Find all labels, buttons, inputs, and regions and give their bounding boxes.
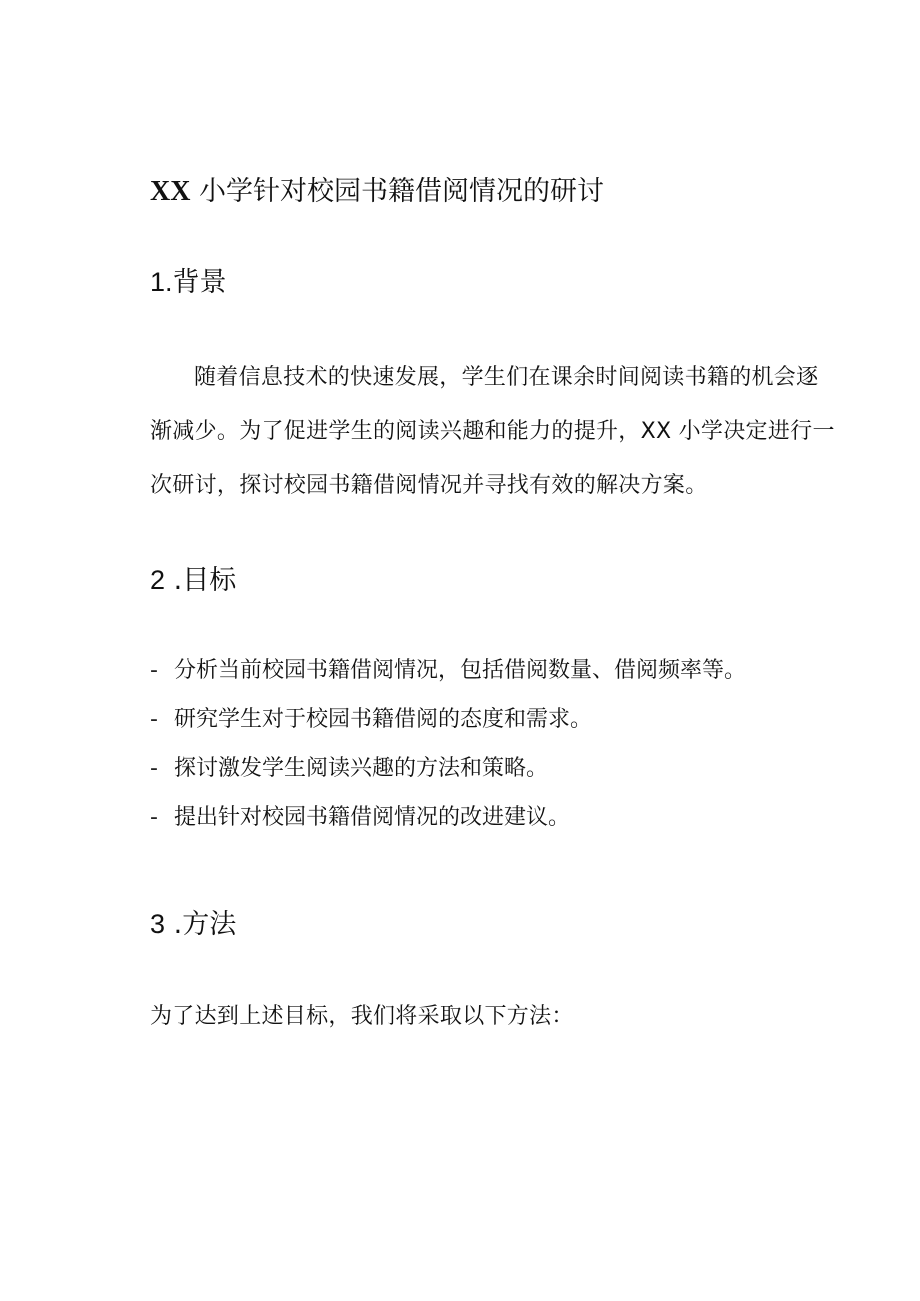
list-item-text: 提出针对校园书籍借阅情况的改进建议。	[174, 805, 571, 830]
list-marker: -	[150, 756, 158, 781]
document-title-prefix: XX	[150, 176, 191, 207]
list-item-text: 研究学生对于校园书籍借阅的态度和需求。	[174, 707, 593, 732]
section-number: 2	[150, 565, 166, 595]
list-item	[150, 744, 746, 793]
list-marker: -	[150, 707, 158, 732]
section-heading-methods	[150, 904, 236, 945]
list-item	[150, 695, 746, 744]
goals-list	[150, 646, 746, 842]
section-heading-text: 背景	[172, 267, 227, 298]
paragraph-line: 次研讨，探讨校园书籍借阅情况并寻找有效的解决方案。	[150, 473, 708, 498]
list-marker: -	[150, 805, 158, 830]
list-item-text: 探讨激发学生阅读兴趣的方法和策略。	[174, 756, 549, 781]
section-number: 1.	[150, 267, 173, 297]
document-title-text: 小学针对校园书籍借阅情况的研讨	[199, 176, 605, 207]
paragraph-line: 渐减少。为了促进学生的阅读兴趣和能力的提升，XX 小学决定进行一	[150, 419, 835, 444]
paragraph-line: 随着信息技术的快速发展，学生们在课余时间阅读书籍的机会逐	[194, 365, 819, 390]
list-item	[150, 793, 746, 842]
section-heading-text: .方法	[173, 909, 237, 940]
background-paragraph	[150, 351, 835, 513]
section-heading-text: .目标	[173, 565, 237, 596]
list-item	[150, 646, 746, 695]
list-marker: -	[150, 658, 158, 683]
methods-paragraph	[150, 990, 800, 1044]
section-heading-background	[150, 262, 227, 303]
list-item-text: 分析当前校园书籍借阅情况，包括借阅数量、借阅频率等。	[174, 658, 747, 683]
section-number: 3	[150, 909, 166, 939]
paragraph-line: 为了达到上述目标，我们将采取以下方法：	[150, 1004, 574, 1029]
section-heading-goals	[150, 560, 236, 601]
document-title	[150, 172, 604, 212]
